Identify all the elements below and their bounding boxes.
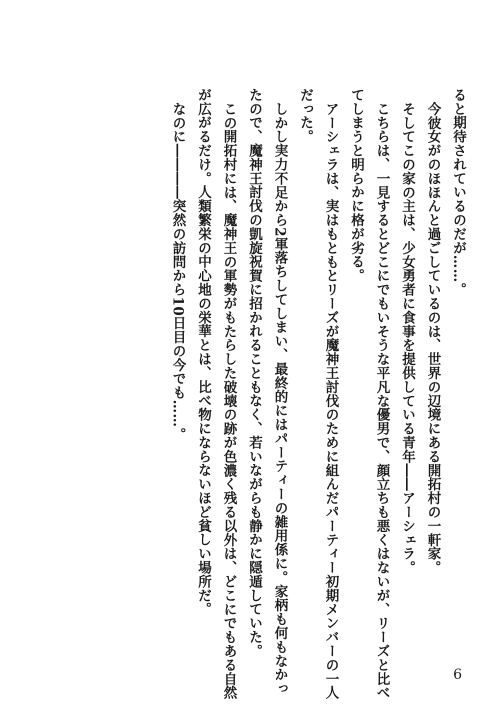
text-line: たので、魔神王討伐の凱旋祝賀に招かれることもなく、若いながらも静かに隠遁していた。 xyxy=(246,88,262,658)
text-line: こちらは、一見するとどこにでもいそうな平凡な優男で、顔立ちも悪くはないが、リーズと比べ xyxy=(373,101,390,700)
vertical-body-text xyxy=(164,88,470,700)
text-line: この開拓村には、魔神王の軍勢がもたらした破壊の跡が色濃く残る以外は、どこにでもある自然 xyxy=(220,101,237,700)
text-line: アーシェラは、実はもともとリーズが魔神王討伐のために組んだパーティー初期メンバーの一人 xyxy=(322,101,339,700)
text-line: だった。 xyxy=(297,88,313,144)
text-line: しかし実力不足から2軍落ちしてしまい、最終的にはパーティーの雑用係に。家柄も何もなかっ xyxy=(271,101,288,696)
text-line: ると期待されているのだが……。 xyxy=(450,88,466,297)
text-line: そしてこの家の主は、少女勇者に食事を提供している青年――アーシェラ。 xyxy=(399,101,415,575)
text-line: 今彼女がのほほんと過ごしているのは、世界の辺境にある開拓村の一軒家。 xyxy=(424,101,441,575)
text-line: が広がるだけ。人類繁栄の中心地の栄華とは、比べ物にならないほど貧しい場所だ。 xyxy=(195,88,211,617)
page-number: 6 xyxy=(453,667,462,683)
text-line: なのに――――突然の訪問から10日目の今でも……。 xyxy=(169,101,186,441)
text-line: てしまうと明らかに格が劣る。 xyxy=(348,88,364,283)
